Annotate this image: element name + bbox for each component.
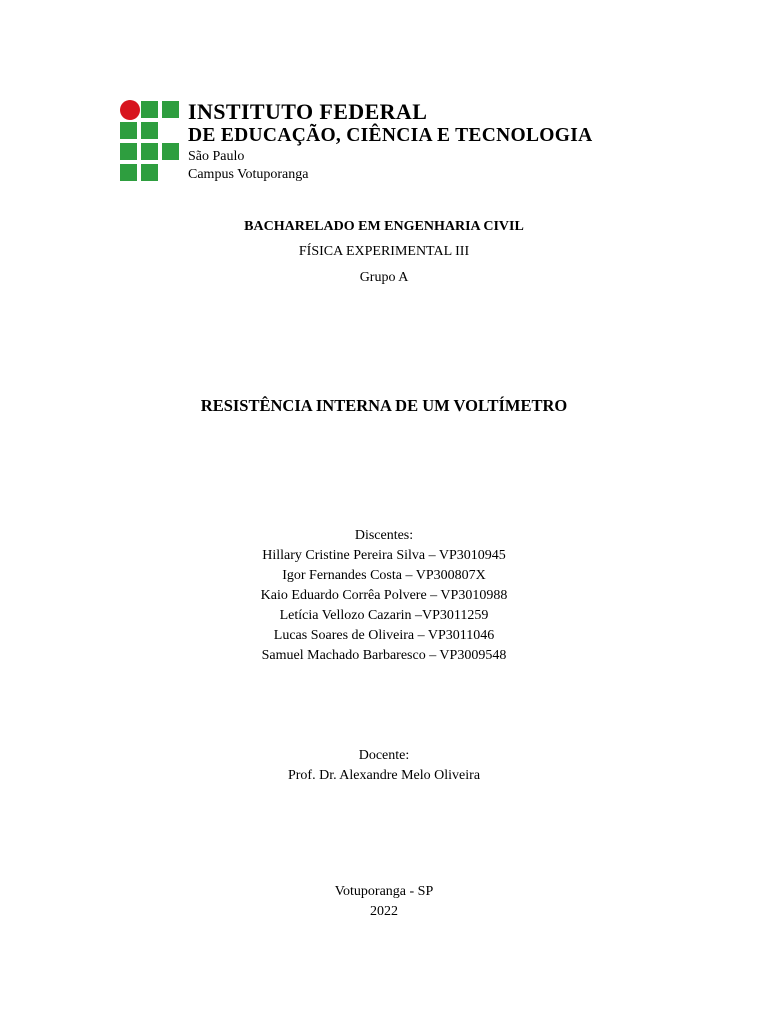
group-name: Grupo A [359, 270, 409, 285]
subject-name: FÍSICA EXPERIMENTAL III [298, 244, 470, 259]
institution-logo [120, 100, 640, 184]
student-name: Letícia Vellozo Cazarin –VP3011259 [279, 608, 489, 623]
teacher-name: Prof. Dr. Alexandre Melo Oliveira [287, 768, 481, 783]
student-name: Samuel Machado Barbaresco – VP3009548 [261, 648, 507, 663]
institution-line1: INSTITUTO FEDERAL [188, 99, 428, 124]
student-name: Hillary Cristine Pereira Silva – VP3010945 [262, 548, 506, 563]
students-section [0, 526, 768, 666]
teacher-label: Docente: [358, 748, 410, 763]
student-name: Lucas Soares de Oliveira – VP3011046 [273, 628, 495, 643]
institution-campus: Campus Votuporanga [188, 167, 309, 182]
footer-year: 2022 [370, 904, 398, 919]
footer-city: Votuporanga - SP [334, 884, 434, 899]
footer [0, 882, 768, 922]
institution-state: São Paulo [188, 149, 245, 164]
institution-name [188, 100, 592, 184]
teacher-section [0, 746, 768, 786]
institution-line2: DE EDUCAÇÃO, CIÊNCIA E TECNOLOGIA [188, 125, 593, 146]
students-label: Discentes: [354, 528, 414, 543]
logo-red-dot [120, 100, 140, 120]
course-name: BACHARELADO EM ENGENHARIA CIVIL [244, 219, 524, 234]
student-name: Kaio Eduardo Corrêa Polvere – VP3010988 [260, 588, 508, 603]
student-name: Igor Fernandes Costa – VP300807X [282, 568, 486, 583]
document-title: RESISTÊNCIA INTERNA DE UM VOLTÍMETRO [200, 396, 568, 415]
if-logo-mark-icon [120, 100, 180, 180]
